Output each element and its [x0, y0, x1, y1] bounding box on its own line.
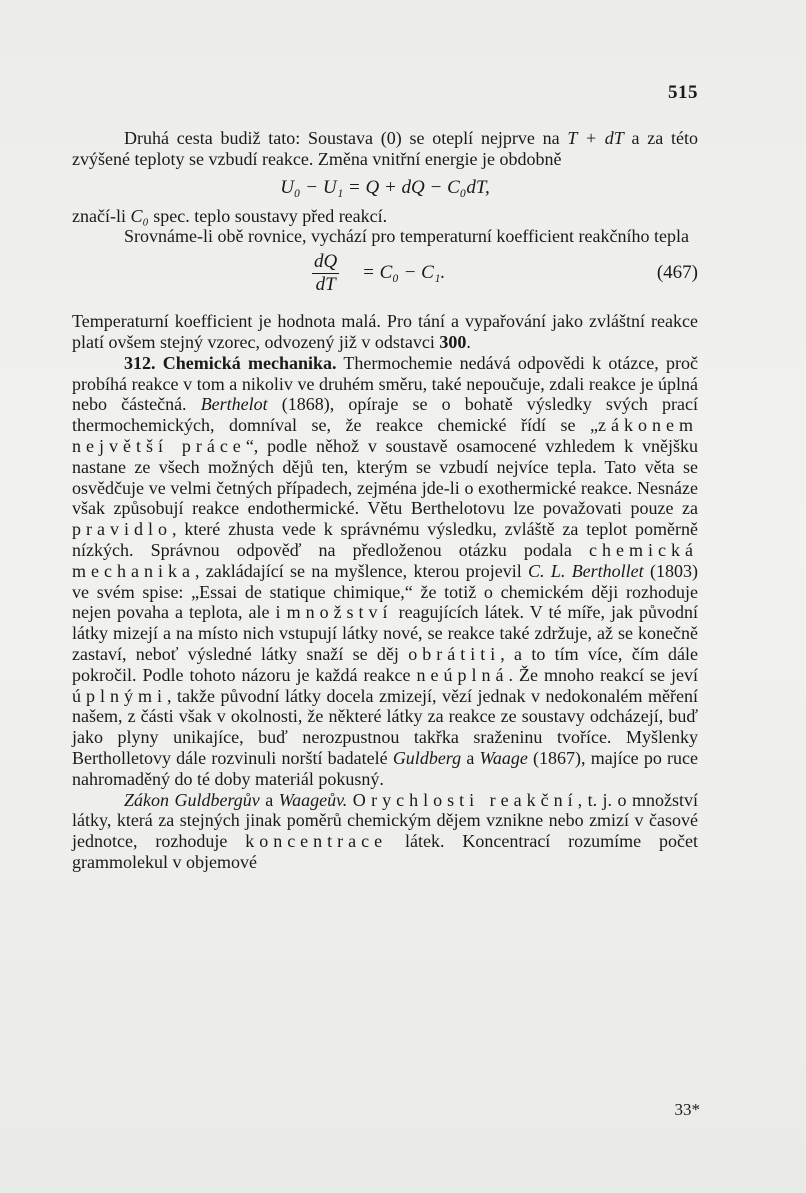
body-text — [72, 128, 698, 873]
paragraph-3: Srovnáme-li obě rovnice, vychází pro temperaturní koefficient reakčního tepla — [124, 226, 689, 247]
spaced-emphasis: neúplná — [416, 664, 509, 685]
spaced-emphasis: úplnými — [72, 685, 168, 706]
spaced-emphasis: pravidlo — [72, 519, 172, 540]
spaced-emphasis: obrátiti — [408, 643, 501, 664]
fraction-numerator: dQ — [314, 251, 338, 273]
spaced-emphasis: rychlosti reakční — [371, 789, 578, 810]
section-reference: 300 — [439, 331, 467, 352]
author-name: Berthelot — [200, 394, 268, 415]
author-name: Waage — [479, 747, 528, 768]
paragraph-law: Zákon Guldbergův a Waageův. O rychlosti reakční, t. j. o množství látky, která za stejných jinak poměrů chemickým dějem vznikne nebo zmizí v časové jednotce, rozhoduje koncentrace látek. Koncentrací rozumíme počet grammolekul v objemové — [72, 789, 698, 872]
author-name: C. L. Berthollet — [528, 560, 644, 581]
equation-number: (467) — [656, 262, 698, 284]
law-title: Waageův. — [278, 789, 348, 810]
paragraph-1: Druhá cesta budiž tato: Soustava (0) se oteplí nejprve na T + dT a za této zvýšené teploty se vzbudí reakce. Změna vnitřní energie je obdobně — [72, 128, 699, 169]
paragraph-4: Temperaturní koefficient je hodnota malá. Pro tání a vypařování jako zvláštní reakce platí ovšem stejný vzorec, odvozený již v odstavci 300. — [72, 311, 698, 352]
spaced-emphasis: zákonem největší práce — [72, 415, 698, 456]
paragraph-2: značí-li C₀ spec. teplo soustavy před reakcí. — [72, 205, 388, 226]
equation-467 — [72, 249, 698, 307]
page-number: 515 — [668, 82, 698, 103]
spaced-emphasis: koncentrace — [245, 831, 388, 852]
spaced-emphasis: chemická mechanika — [72, 539, 698, 581]
fraction — [312, 251, 339, 296]
section-title: Chemická mechanika. — [162, 352, 337, 373]
section-number: 312. — [124, 352, 156, 373]
signature-mark: 33* — [674, 1100, 700, 1119]
fraction-denominator: dT — [315, 274, 336, 296]
equation-1: U₀ − U₁ = Q + dQ − C₀dT, — [280, 176, 490, 198]
spaced-emphasis: množství — [286, 602, 393, 623]
equation-rhs: = C₀ − C₁. — [362, 262, 446, 284]
author-name: Guldberg — [392, 747, 462, 768]
section-312: 312. Chemická mechanika. Thermochemie nedává odpovědi k otázce, proč probíhá reakce v tom a nikoliv ve druhém směru, také nepoučuje, zdali reakce je úplná nebo částečná. Berthelot (1868), opíraje se o bohatě výsledky svých prací thermochemických, domníval se, že reakce chemické řídí se „zákonem největší práce“, podle něhož v soustavě osamocené vzhledem k vnějšku nastane ze všech možných dějů ten, kterým se vzbudí nejvíce tepla. Tato věta se osvědčuje ve velmi četných případech, zejména jde-li o exothermické reakce. Nesnáze však způsobují reakce endothermické. Větu Berthelotovu lze považovati pouze za pravidlo, které zhusta vede k správnému výsledku, zvláště za teplot poměrně nízkých. Správnou odpověď na předloženou otázku podala chemická mechanika, zakládající se na myšlence, kterou projevil C. L. Berthollet (1803) ve svém spise: „Essai de statique chimique,“ že totiž o chemickém ději rozhoduje nejen povaha a teplota, ale i množství reagujících látek. V té míře, jak původní látky mizejí a na místo nich vstupují látky nové, se reakce také zdržuje, až se konečně zastaví, neboť výsledné látky snaží se děj obrátiti, a to tím více, čím dále pokročil. Podle tohoto názoru je každá reakce neúplná. Že mnoho reakcí se jeví úplnými, takže původní látky docela zmizejí, vězí jednak v nedokonalém měření našem, z části však v okolnosti, že některé látky za reakce ze soustavy odcházejí, buď jako plyny unikajíce, buď nerozpustnou takřka sraženinu tvoříce. Myšlenky Bertholletovy dále rozvinuli norští badatelé Guldberg a Waage (1867), majíce po ruce nahromaděný do té doby materiál pokusný. — [72, 352, 699, 789]
math-inline: T + dT — [567, 128, 624, 148]
law-title: Zákon Guldbergův — [124, 789, 260, 810]
math-inline: C₀ — [130, 205, 149, 226]
